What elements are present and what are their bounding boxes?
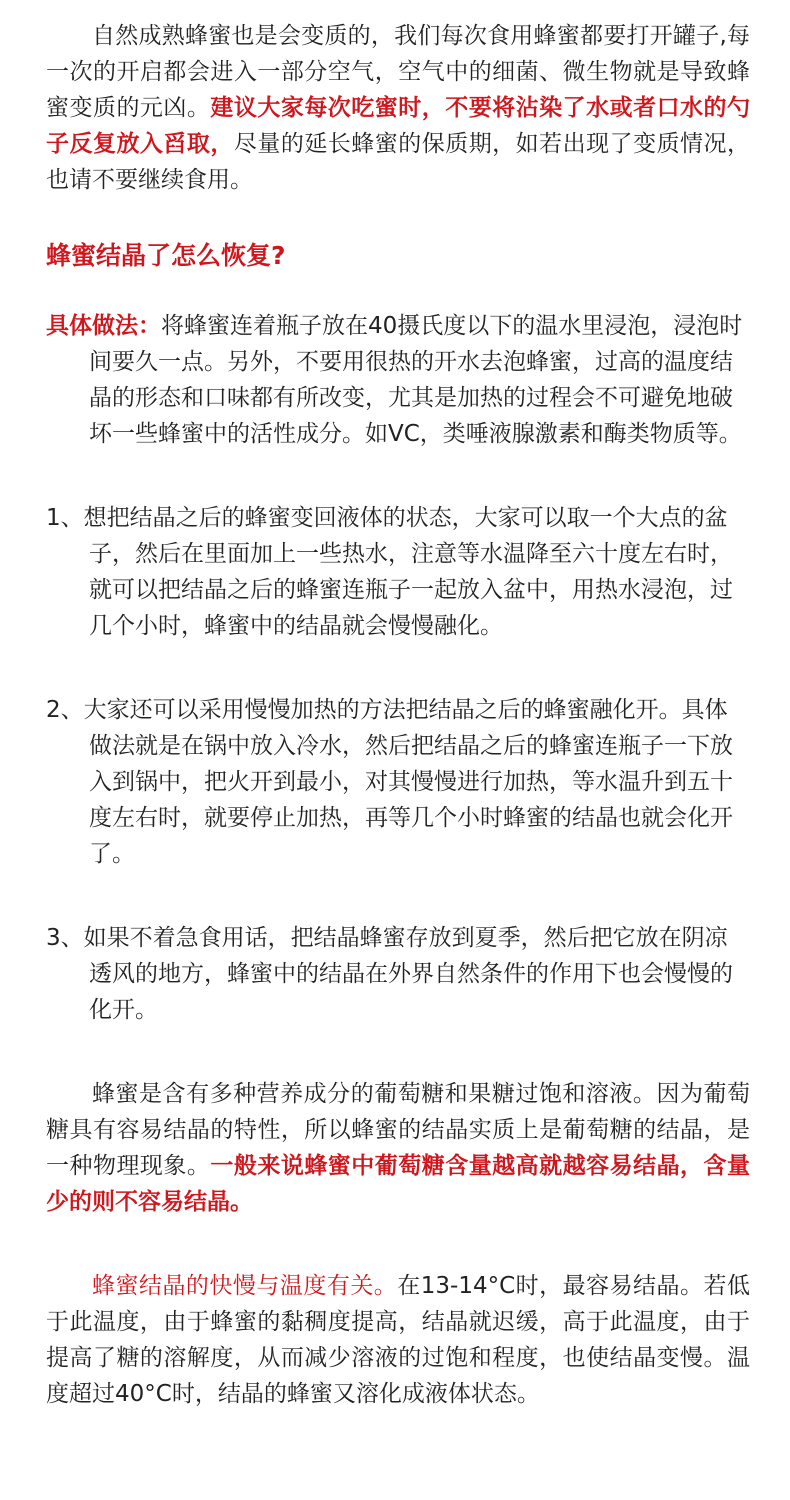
method-label: 具体做法： <box>46 313 161 339</box>
temperature-paragraph <box>46 1268 750 1412</box>
temperature-text: 在13-14°C时，最容易结晶。若低于此温度，由于蜂蜜的黏稠度提高，结晶就迟缓，高于此温度，由于提高了糖的溶解度，从而减少溶液的过饱和程度，也使结晶变慢。温度超过40°C时，结晶的蜂蜜又溶化成液体状态。 <box>46 1273 750 1407</box>
list-item-number: 3、 <box>46 925 84 951</box>
method-text: 将蜂蜜连着瓶子放在40摄氏度以下的温水里浸泡，浸泡时间要久一点。另外，不要用很热的开水去泡蜂蜜，过高的温度结晶的形态和口味都有所改变，尤其是加热的过程会不可避免地破坏一些蜂蜜中的活性成分。如VC，类唾液腺激素和酶类物质等。 <box>89 313 743 447</box>
list-item-number: 1、 <box>46 505 84 531</box>
list-item-text: 大家还可以采用慢慢加热的方法把结晶之后的蜂蜜融化开。具体做法就是在锅中放入冷水，然后把结晶之后的蜂蜜连瓶子一下放入到锅中，把火开到最小，对其慢慢进行加热，等水温升到五十度左右时，就要停止加热，再等几个小时蜂蜜的结晶也就会化开了。 <box>83 697 733 867</box>
list-item-3 <box>46 920 750 1028</box>
intro-paragraph <box>46 18 750 198</box>
intro-text: 自然成熟蜂蜜也是会变质的，我们每次食用蜂蜜都要打开罐子,每一次的开启都会进入一部分空气，空气中的细菌、微生物就是导致蜂蜜变质的元凶。 <box>46 23 750 121</box>
list-item-number: 2、 <box>46 697 84 723</box>
list-item-1 <box>46 500 750 644</box>
section-heading: 蜂蜜结晶了怎么恢复? <box>46 241 286 270</box>
glucose-text: 蜂蜜是含有多种营养成分的葡萄糖和果糖过饱和溶液。因为葡萄糖具有容易结晶的特性，所以蜂蜜的结晶实质上是葡萄糖的结晶，是一种物理现象。 <box>46 1081 750 1179</box>
intro-highlight: 建议大家每次吃蜜时，不要将沾染了水或者口水的勺子反复放入舀取， <box>46 95 751 157</box>
temperature-highlight: 蜂蜜结晶的快慢与温度有关。 <box>92 1273 398 1299</box>
list-item-text: 如果不着急食用话，把结晶蜂蜜存放到夏季，然后把它放在阴凉透风的地方，蜂蜜中的结晶在外界自然条件的作用下也会慢慢的化开。 <box>83 925 733 1023</box>
glucose-paragraph <box>46 1076 750 1220</box>
glucose-highlight: 一般来说蜂蜜中葡萄糖含量越高就越容易结晶，含量少的则不容易结晶。 <box>46 1153 751 1215</box>
method-paragraph <box>46 308 750 452</box>
intro-text-end: 尽量的延长蜂蜜的保质期，如若出现了变质情况，也请不要继续食用。 <box>46 131 751 193</box>
list-item-2 <box>46 692 750 872</box>
list-item-text: 想把结晶之后的蜂蜜变回液体的状态，大家可以取一个大点的盆子，然后在里面加上一些热水，注意等水温降至六十度左右时，就可以把结晶之后的蜂蜜连瓶子一起放入盆中，用热水浸泡，过几个小时，蜂蜜中的结晶就会慢慢融化。 <box>83 505 733 639</box>
